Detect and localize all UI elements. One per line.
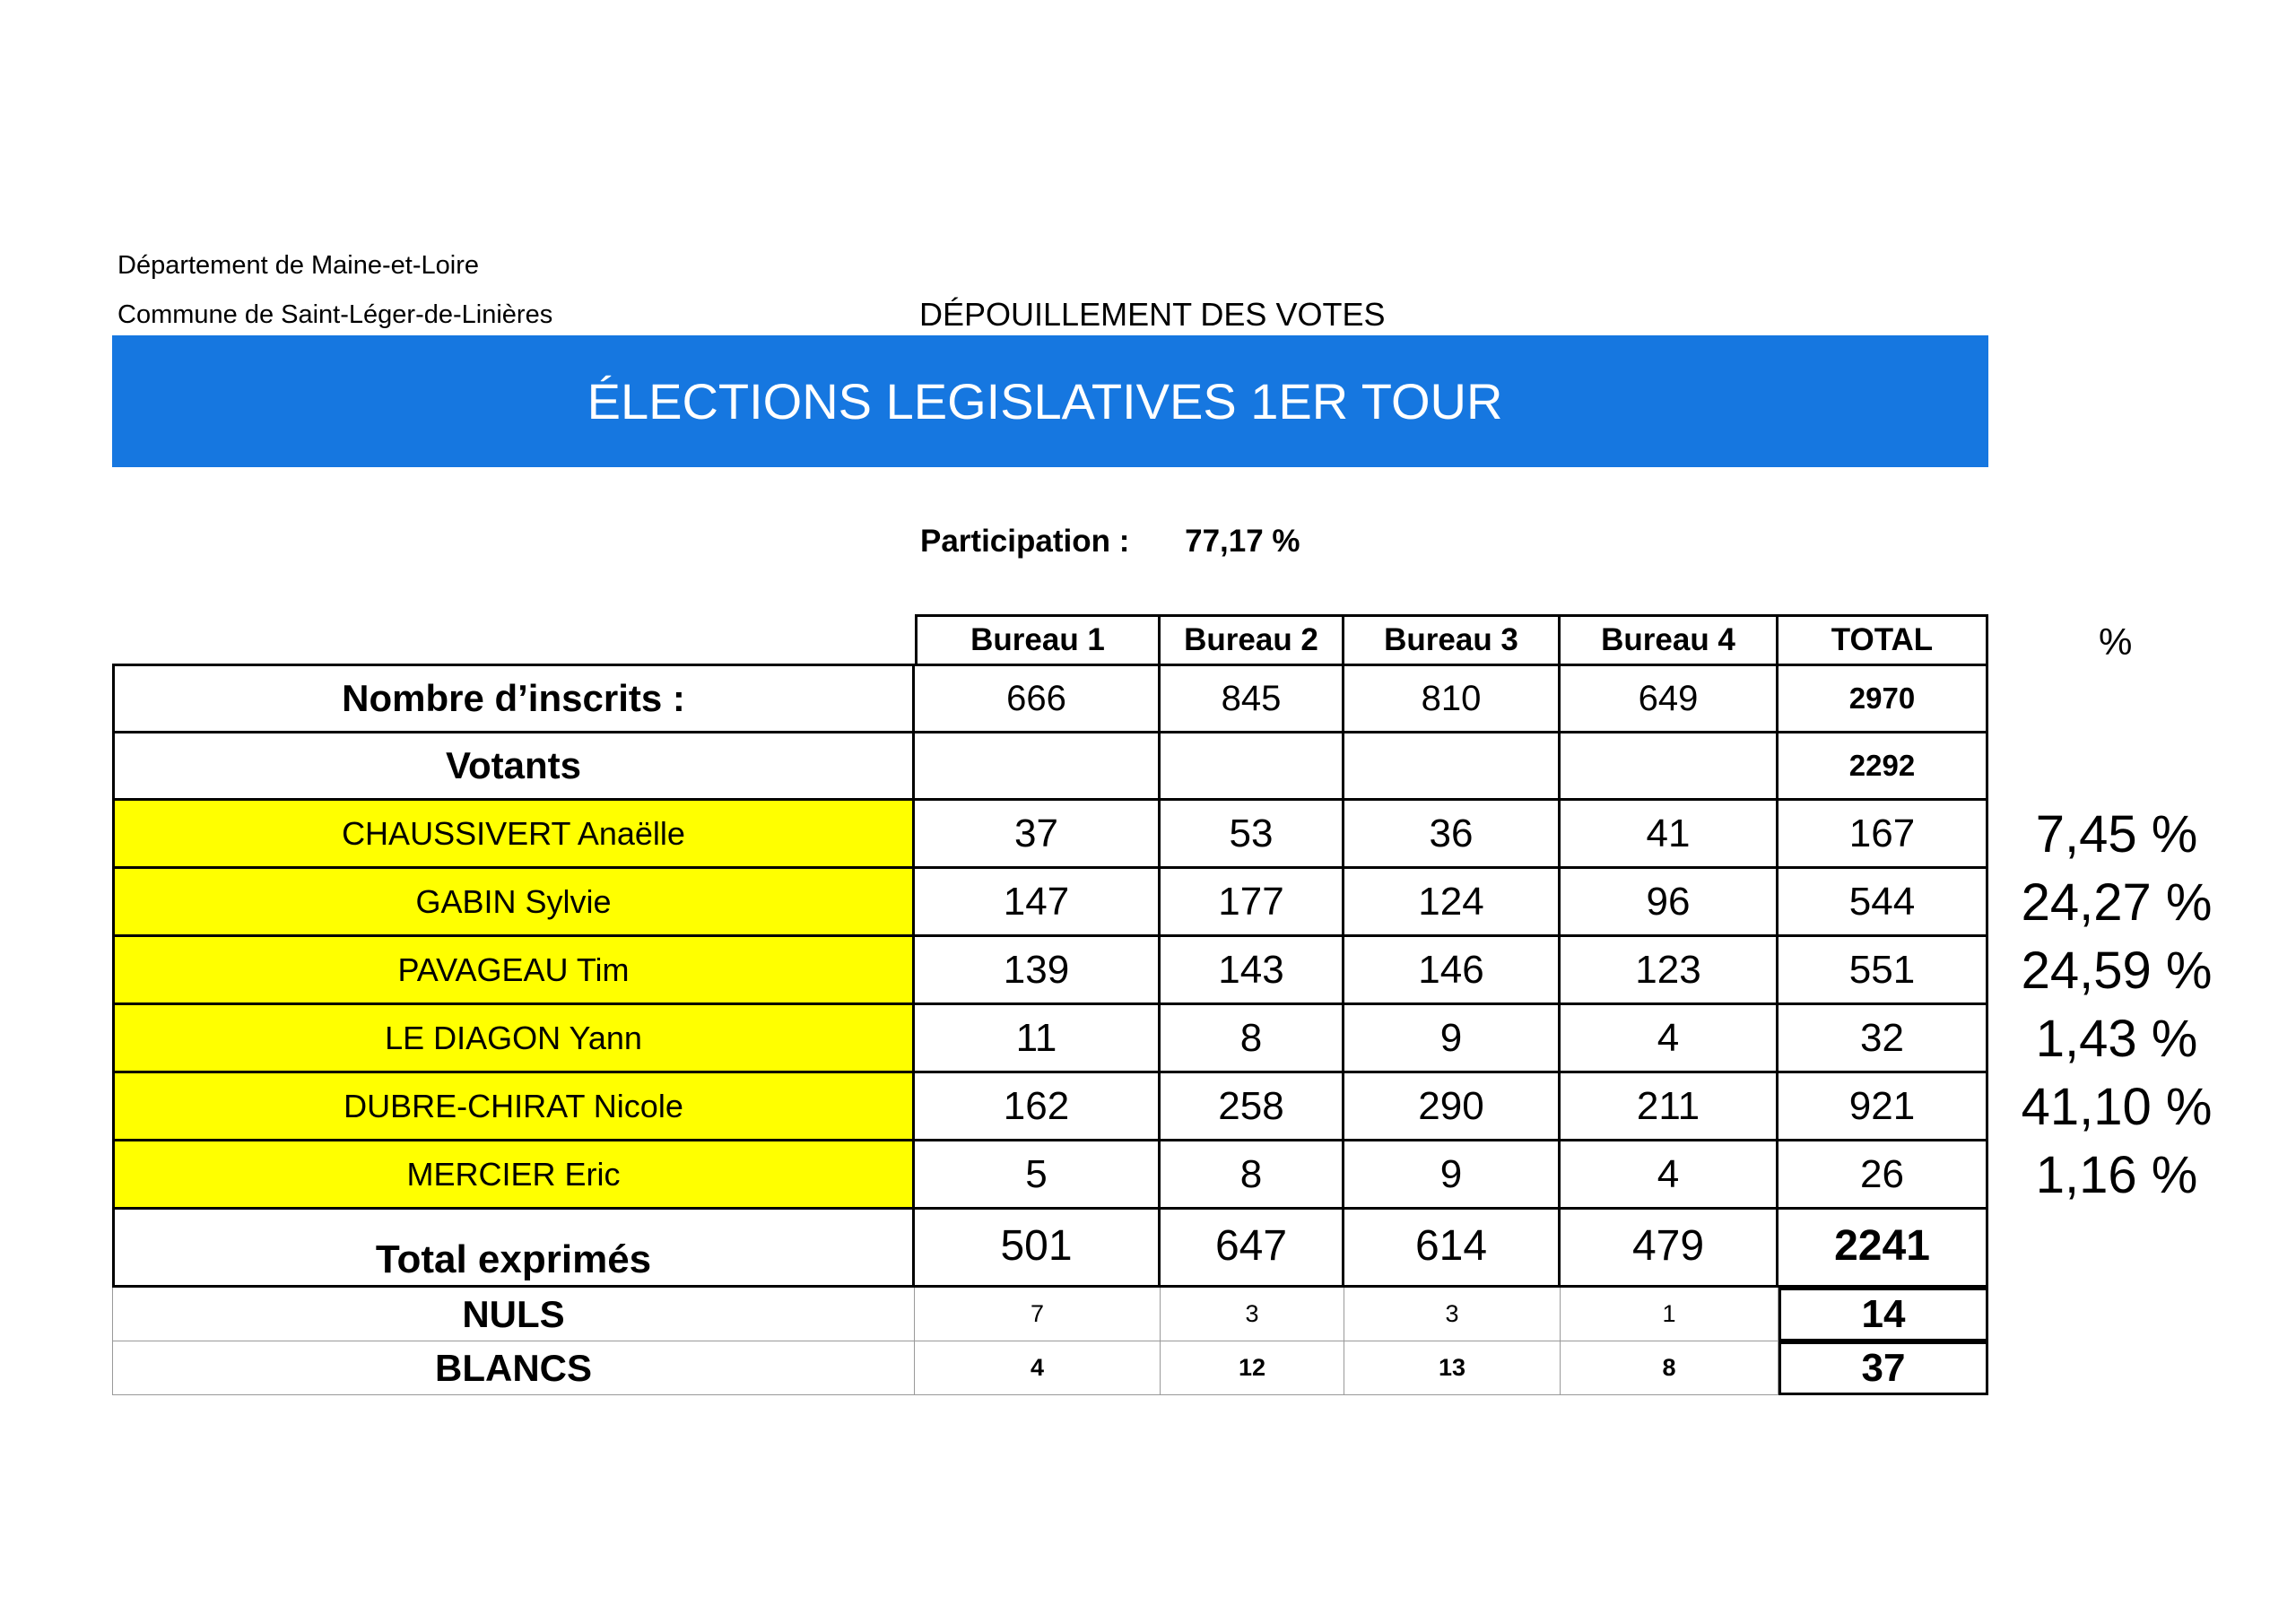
column-header: Bureau 4 — [1561, 614, 1779, 666]
table-cell: 9 — [1344, 1141, 1561, 1210]
table-row-candidate — [112, 937, 1988, 1005]
table-cell: 810 — [1344, 666, 1561, 733]
banner-title: ÉLECTIONS LEGISLATIVES 1ER TOUR — [587, 373, 1503, 430]
row-label: Nombre d’inscrits : — [112, 666, 915, 733]
total-cell: 921 — [1779, 1073, 1988, 1141]
table-cell: 501 — [915, 1207, 1161, 1288]
table-cell: 41 — [1561, 801, 1779, 869]
table-row-candidate — [112, 1141, 1988, 1210]
table-cell: 845 — [1161, 666, 1344, 733]
table-cell: 3 — [1161, 1288, 1344, 1341]
participation-line — [920, 524, 1300, 560]
candidate-name: GABIN Sylvie — [112, 869, 915, 937]
table-cell: 1 — [1561, 1288, 1779, 1341]
total-cell: 544 — [1779, 869, 1988, 937]
candidate-percent: 7,45 % — [2035, 805, 2198, 864]
table-cell: 211 — [1561, 1073, 1779, 1141]
total-cell: 2241 — [1779, 1207, 1988, 1288]
table-row-candidate — [112, 1073, 1988, 1141]
total-cell: 37 — [1779, 1341, 1988, 1395]
table-cell: 146 — [1344, 937, 1561, 1005]
table-row-votants — [112, 733, 1988, 801]
table-cell: 13 — [1344, 1341, 1561, 1395]
table-cell: 8 — [1161, 1141, 1344, 1210]
total-cell: 2970 — [1779, 666, 1988, 733]
table-cell — [915, 733, 1161, 801]
row-label: Total exprimés — [112, 1207, 915, 1288]
table-cell — [1561, 733, 1779, 801]
candidate-name: PAVAGEAU Tim — [112, 937, 915, 1005]
candidate-name: CHAUSSIVERT Anaëlle — [112, 801, 915, 869]
table-row-exprimes — [112, 1207, 1988, 1288]
table-cell: 147 — [915, 869, 1161, 937]
table-cell: 647 — [1161, 1207, 1344, 1288]
table-cell: 53 — [1161, 801, 1344, 869]
table-cell — [1344, 733, 1561, 801]
commune-label: Commune de Saint-Léger-de-Linières — [117, 300, 553, 329]
table-row-candidate — [112, 801, 1988, 869]
table-cell: 479 — [1561, 1207, 1779, 1288]
table-cell: 5 — [915, 1141, 1161, 1210]
column-header-total: TOTAL — [1779, 614, 1988, 666]
table-cell: 37 — [915, 801, 1161, 869]
department-label: Département de Maine-et-Loire — [117, 251, 479, 280]
table-cell: 36 — [1344, 801, 1561, 869]
table-row-nuls — [112, 1288, 1988, 1341]
table-cell — [1161, 733, 1344, 801]
table-cell: 666 — [915, 666, 1161, 733]
table-cell: 4 — [915, 1341, 1161, 1395]
total-cell: 167 — [1779, 801, 1988, 869]
table-cell: 614 — [1344, 1207, 1561, 1288]
table-row-inscrits — [112, 666, 1988, 733]
title-banner — [112, 335, 1988, 467]
percent-column-header: % — [2099, 621, 2133, 663]
participation-label: Participation : — [920, 524, 1130, 559]
candidate-name: DUBRE-CHIRAT Nicole — [112, 1073, 915, 1141]
row-label: BLANCS — [112, 1341, 915, 1395]
table-cell: 7 — [915, 1288, 1161, 1341]
table-row-candidate — [112, 1005, 1988, 1073]
table-cell: 162 — [915, 1073, 1161, 1141]
table-cell: 8 — [1561, 1341, 1779, 1395]
candidate-name: LE DIAGON Yann — [112, 1005, 915, 1073]
total-cell: 2292 — [1779, 733, 1988, 801]
document-subtitle: DÉPOUILLEMENT DES VOTES — [919, 296, 1386, 333]
candidate-name: MERCIER Eric — [112, 1141, 915, 1210]
participation-value: 77,17 % — [1185, 524, 1300, 559]
column-header: Bureau 3 — [1344, 614, 1561, 666]
table-cell: 124 — [1344, 869, 1561, 937]
table-cell: 11 — [915, 1005, 1161, 1073]
row-label: Votants — [112, 733, 915, 801]
table-cell: 4 — [1561, 1005, 1779, 1073]
total-cell: 32 — [1779, 1005, 1988, 1073]
column-header: Bureau 2 — [1161, 614, 1344, 666]
table-cell: 8 — [1161, 1005, 1344, 1073]
table-row-candidate — [112, 869, 1988, 937]
candidate-percent: 1,16 % — [2035, 1146, 2198, 1204]
row-label: NULS — [112, 1288, 915, 1341]
table-cell: 4 — [1561, 1141, 1779, 1210]
table-cell: 96 — [1561, 869, 1779, 937]
total-cell: 26 — [1779, 1141, 1988, 1210]
table-cell: 177 — [1161, 869, 1344, 937]
total-cell: 14 — [1779, 1288, 1988, 1341]
candidate-percent: 41,10 % — [2021, 1078, 2213, 1136]
table-header-row — [112, 614, 1988, 666]
table-cell: 3 — [1344, 1288, 1561, 1341]
table-cell: 9 — [1344, 1005, 1561, 1073]
table-cell: 649 — [1561, 666, 1779, 733]
table-cell: 12 — [1161, 1341, 1344, 1395]
table-cell: 258 — [1161, 1073, 1344, 1141]
table-cell: 139 — [915, 937, 1161, 1005]
header-empty-cell — [112, 614, 915, 666]
table-cell: 290 — [1344, 1073, 1561, 1141]
candidate-percent: 24,27 % — [2021, 873, 2213, 932]
table-cell: 143 — [1161, 937, 1344, 1005]
total-cell: 551 — [1779, 937, 1988, 1005]
table-cell: 123 — [1561, 937, 1779, 1005]
candidate-percent: 1,43 % — [2035, 1010, 2198, 1068]
table-row-blancs — [112, 1341, 1988, 1395]
column-header: Bureau 1 — [915, 614, 1161, 666]
candidate-percent: 24,59 % — [2021, 942, 2213, 1000]
